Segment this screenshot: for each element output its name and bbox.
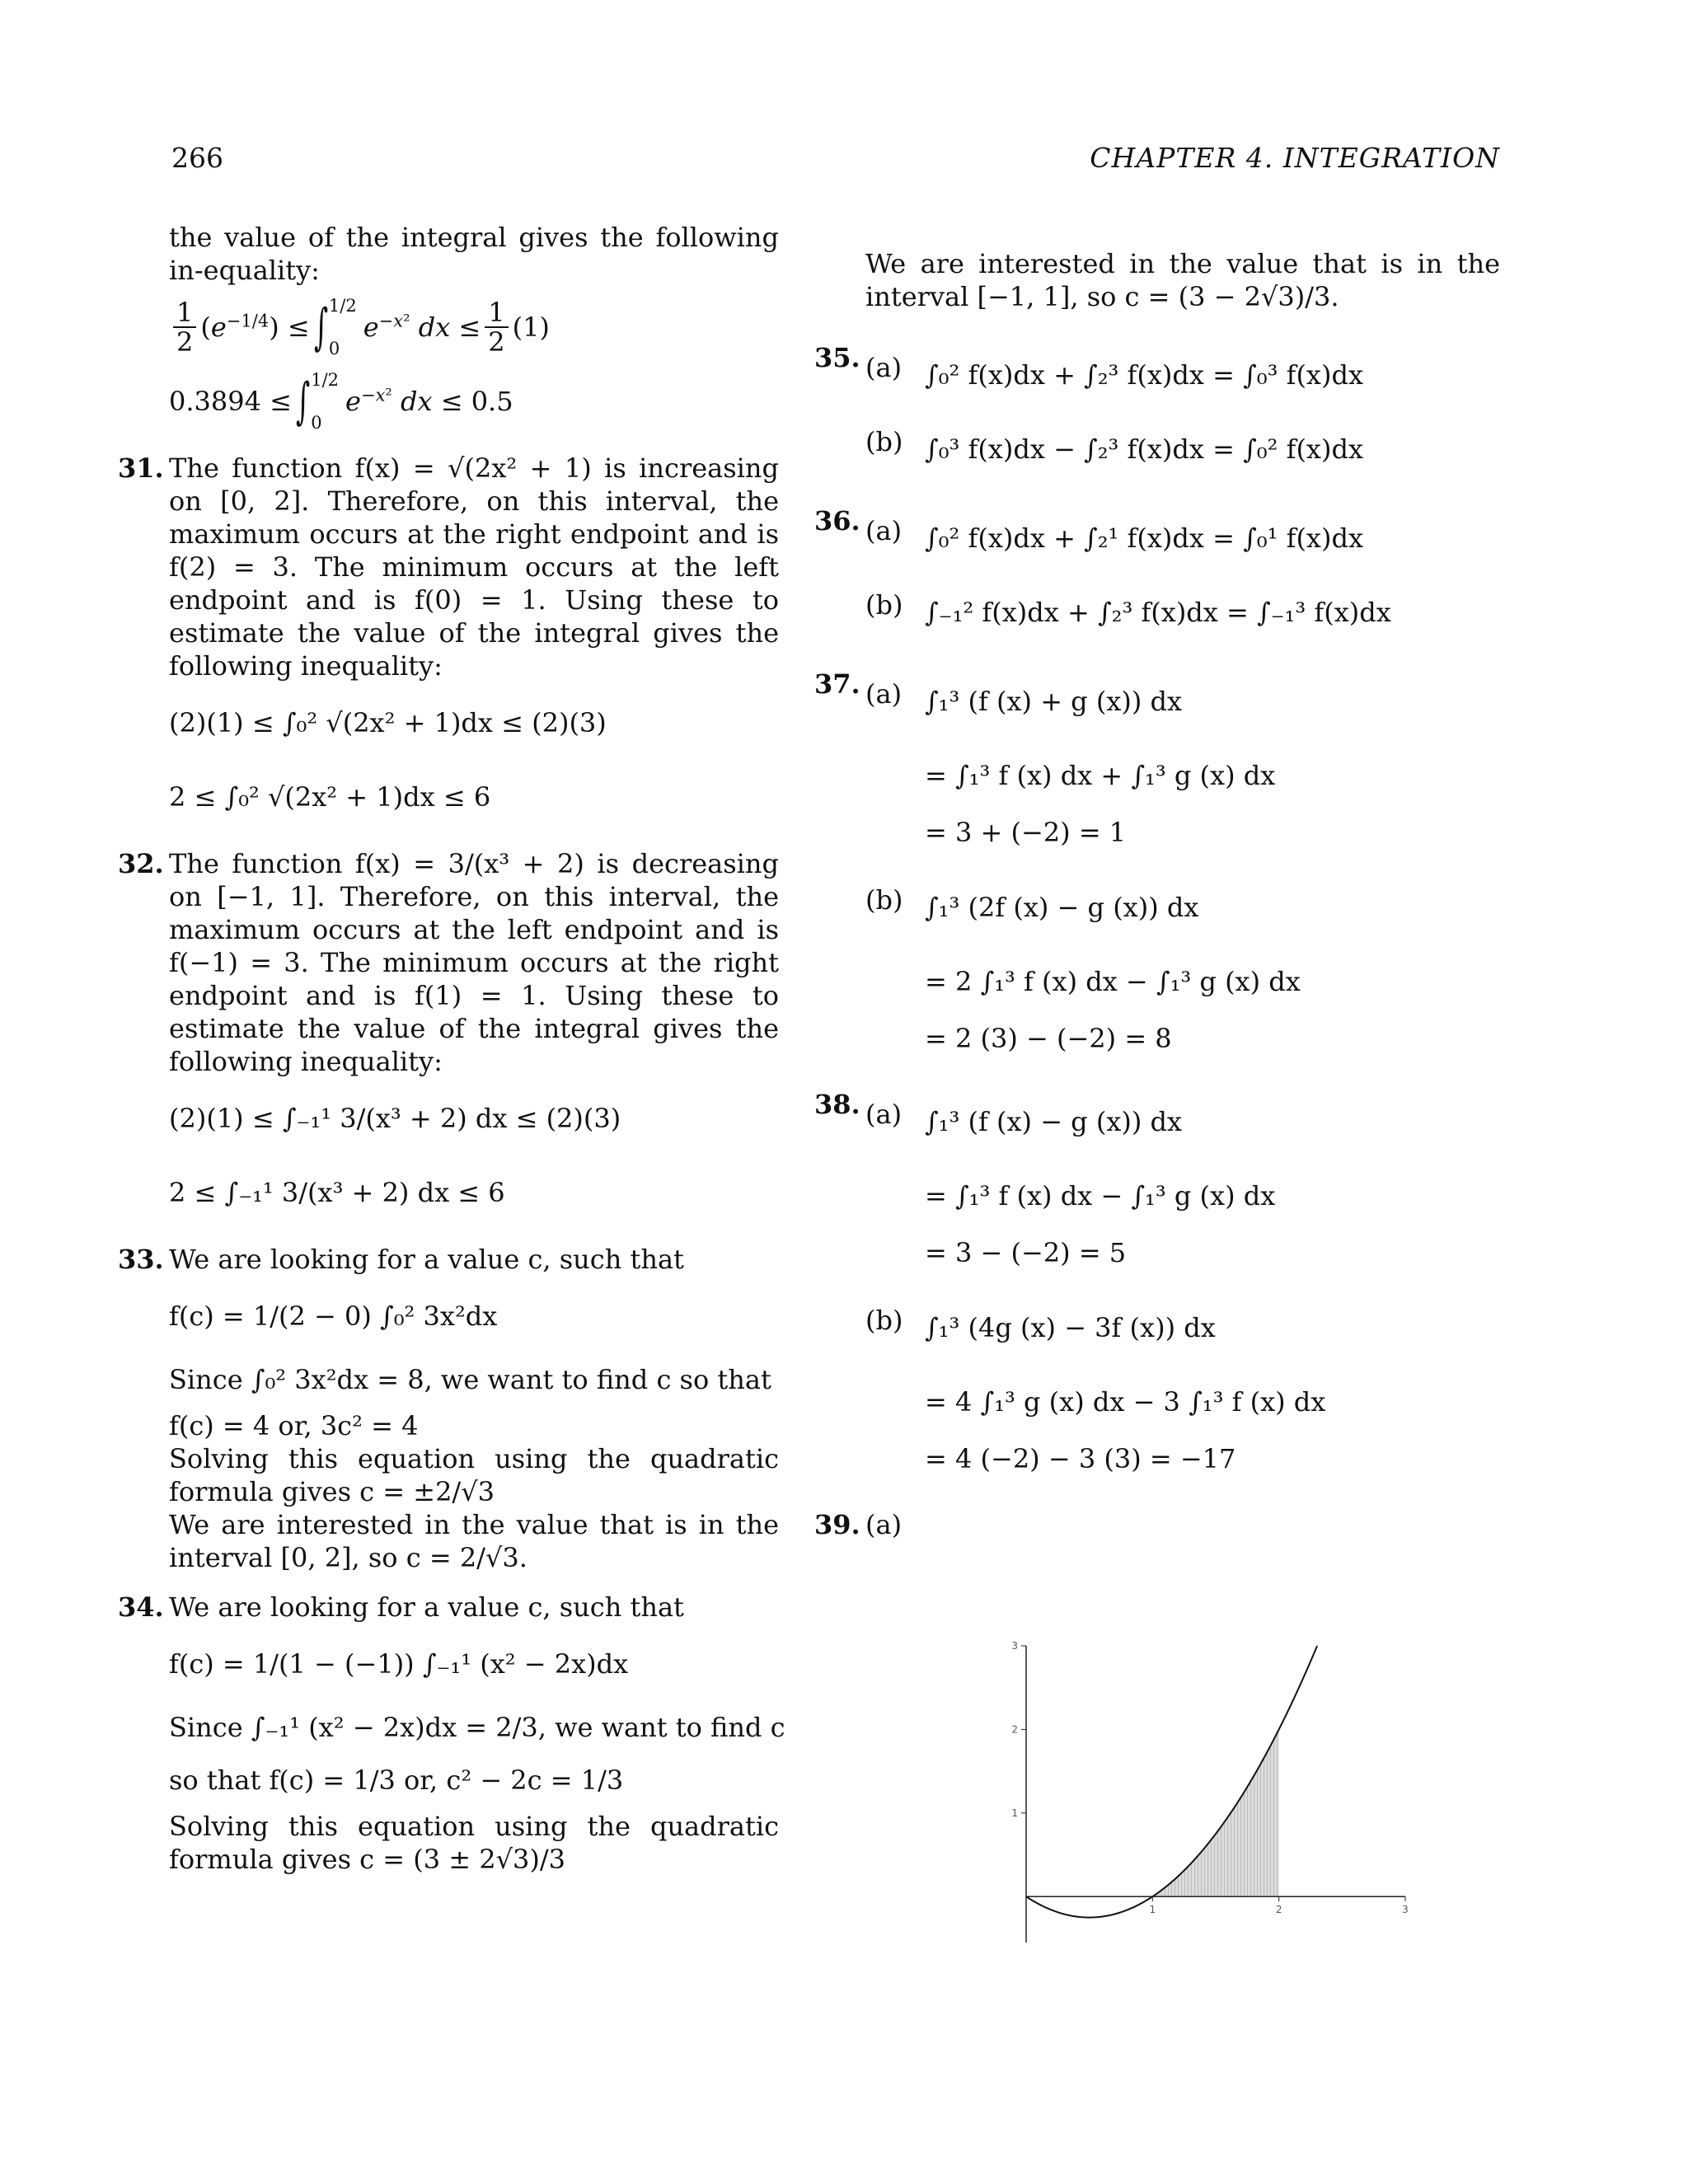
y-tick-label: 1 (1011, 1807, 1018, 1819)
part-label: (a) (865, 515, 903, 546)
y-tick-label: 3 (1011, 1640, 1018, 1652)
equation: ∫₁³ (4g (x) − 3f (x)) dx (925, 1312, 1216, 1343)
x-tick-label: 2 (1275, 1904, 1282, 1916)
problem-text: Since ∫₋₁¹ (x² − 2x)dx = 2/3, we want to find c (169, 1712, 785, 1743)
inequality-1: $\frac{1}{2}$ $(e^{-1/4})$ ≤ ∫ 1/2 0 $e^{-x^2}$ dx ≤ $\frac{1}{2}$ (1) (169, 293, 779, 361)
part-label: (b) (865, 884, 903, 916)
equation: (2)(1) ≤ ∫₋₁¹ 3/(x³ + 2) dx ≤ (2)(3) (169, 1103, 621, 1134)
equation: ∫₀² f(x)dx + ∫₂¹ f(x)dx = ∫₀¹ f(x)dx (925, 523, 1363, 554)
part-b (865, 415, 1500, 483)
part-a (865, 341, 1500, 409)
equation: = 4 ∫₁³ g (x) dx − 3 ∫₁³ f (x) dx (925, 1386, 1326, 1418)
y-tick-label: 2 (1011, 1723, 1018, 1736)
problem-36 (814, 504, 1500, 646)
problem-31 (118, 452, 779, 831)
part-label: (a) (865, 1509, 903, 1540)
problem-number: 37. (814, 668, 860, 700)
part-a (865, 504, 1500, 572)
equation: ∫₀³ f(x)dx − ∫₂³ f(x)dx = ∫₀² f(x)dx (925, 434, 1363, 465)
problem-32 (118, 847, 779, 1226)
part-b (865, 1294, 1500, 1361)
part-label: (b) (865, 426, 903, 457)
page-number: 266 (171, 142, 223, 174)
equation: 2 ≤ ∫₋₁¹ 3/(x³ + 2) dx ≤ 6 (169, 1177, 505, 1208)
equation: ∫₋₁² f(x)dx + ∫₂³ f(x)dx = ∫₋₁³ f(x)dx (925, 597, 1391, 628)
problem-35 (814, 341, 1500, 483)
problem-number: 33. (118, 1244, 164, 1275)
equation: = ∫₁³ f (x) dx + ∫₁³ g (x) dx (925, 760, 1276, 791)
equation: f(c) = 1/(1 − (−1)) ∫₋₁¹ (x² − 2x)dx (169, 1648, 629, 1680)
problem-text: We are looking for a value c, such that (169, 1244, 684, 1275)
part-label: (b) (865, 1305, 903, 1336)
problem-text: We are interested in the value that is in the interval [0, 2], so c = 2/√3. (169, 1509, 779, 1573)
equation: 2 ≤ ∫₀² √(2x² + 1)dx ≤ 6 (169, 781, 491, 813)
problem-number: 38. (814, 1089, 860, 1120)
fraction: $\frac{1}{2}$ (173, 298, 196, 356)
integral-sign: ∫ (313, 298, 328, 356)
part-a (865, 668, 1500, 735)
problem-text: We are looking for a value c, such that (169, 1591, 684, 1623)
problem-30-continued (169, 221, 779, 435)
equation: = 4 (−2) − 3 (3) = −17 (925, 1443, 1236, 1474)
part-b (865, 579, 1500, 646)
equation: f(c) = 1/(2 − 0) ∫₀² 3x²dx (169, 1301, 498, 1332)
part-a (865, 1508, 1500, 1541)
problem-text: The function f(x) = 3/(x³ + 2) is decreasing on [−1, 1]. Therefore, on this interval, the maximum occurs at the left endpoint and is f(−1) = 3. The minimum occurs at the right endpoint and is f(1) = 1. Using these to estimate the value of the integral gives the following inequality: (169, 848, 779, 1077)
problem-text: Since ∫₀² 3x²dx = 8, we want to find c so that (169, 1364, 771, 1395)
chart-svg (993, 1636, 1455, 1957)
part-label: (a) (865, 1099, 903, 1130)
x-tick-label: 3 (1402, 1904, 1409, 1916)
intro-text: the value of the integral gives the following in-equality: (169, 222, 779, 286)
integral-limits: 1/2 0 (311, 370, 340, 433)
problem-37 (814, 668, 1500, 1055)
area-chart (993, 1636, 1455, 1957)
problem-number: 35. (814, 342, 860, 373)
part-b (865, 874, 1500, 941)
problem-text: Solving this equation using the quadratic formula gives c = ±2/√3 (169, 1443, 779, 1507)
equation: ∫₀² f(x)dx + ∫₂³ f(x)dx = ∫₀³ f(x)dx (925, 359, 1363, 391)
right-column (814, 247, 1500, 1556)
equation: = ∫₁³ f (x) dx − ∫₁³ g (x) dx (925, 1180, 1276, 1212)
part-label: (a) (865, 352, 903, 383)
problem-33 (118, 1243, 779, 1574)
equation: ∫₁³ (2f (x) − g (x)) dx (925, 892, 1199, 923)
equation: = 3 − (−2) = 5 (925, 1237, 1127, 1268)
part-label: (b) (865, 589, 903, 621)
problem-text: f(c) = 4 or, 3c² = 4 (169, 1410, 419, 1441)
problem-34-continued (865, 247, 1500, 313)
fraction: $\frac{1}{2}$ (485, 298, 508, 356)
part-label: (a) (865, 678, 903, 710)
problem-number: 31. (118, 452, 164, 484)
equation: = 2 (3) − (−2) = 8 (925, 1023, 1172, 1054)
problem-number: 32. (118, 848, 164, 879)
problem-number: 39. (814, 1509, 860, 1540)
problem-number: 36. (814, 505, 860, 537)
integral-sign: ∫ (295, 373, 311, 430)
equation: (2)(1) ≤ ∫₀² √(2x² + 1)dx ≤ (2)(3) (169, 707, 607, 738)
integral-limits: 1/2 0 (328, 296, 357, 359)
inequality-2: 0.3894 ≤ ∫ 1/2 0 $e^{-x^2}$ dx ≤ 0.5 (169, 370, 513, 433)
problem-text: We are interested in the value that is in the interval [−1, 1], so c = (3 − 2√3)/3. (865, 248, 1500, 312)
part-a (865, 1088, 1500, 1155)
problem-text: The function f(x) = √(2x² + 1) is increasing on [0, 2]. Therefore, on this interval, the maximum occurs at the right endpoint and is f(2) = 3. The minimum occurs at the left endpoint and is f(0) = 1. Using these to estimate the value of the integral gives the following inequality: (169, 452, 779, 682)
problem-38 (814, 1088, 1500, 1475)
equation: ∫₁³ (f (x) + g (x)) dx (925, 686, 1183, 717)
x-tick-label: 1 (1149, 1904, 1156, 1916)
equation: = 3 + (−2) = 1 (925, 817, 1127, 848)
problem-39 (814, 1508, 1500, 1541)
chapter-title: CHAPTER 4. INTEGRATION (1090, 142, 1500, 174)
problem-text: Solving this equation using the quadratic formula gives c = (3 ± 2√3)/3 (169, 1811, 779, 1875)
equation: = 2 ∫₁³ f (x) dx − ∫₁³ g (x) dx (925, 966, 1301, 997)
page-header (171, 142, 1500, 183)
problem-number: 34. (118, 1591, 164, 1623)
left-column (118, 221, 785, 1891)
problem-34 (118, 1591, 785, 1876)
shaded-area (1152, 1729, 1278, 1896)
problem-text: so that f(c) = 1/3 or, c² − 2c = 1/3 (169, 1765, 624, 1796)
equation: ∫₁³ (f (x) − g (x)) dx (925, 1106, 1183, 1137)
